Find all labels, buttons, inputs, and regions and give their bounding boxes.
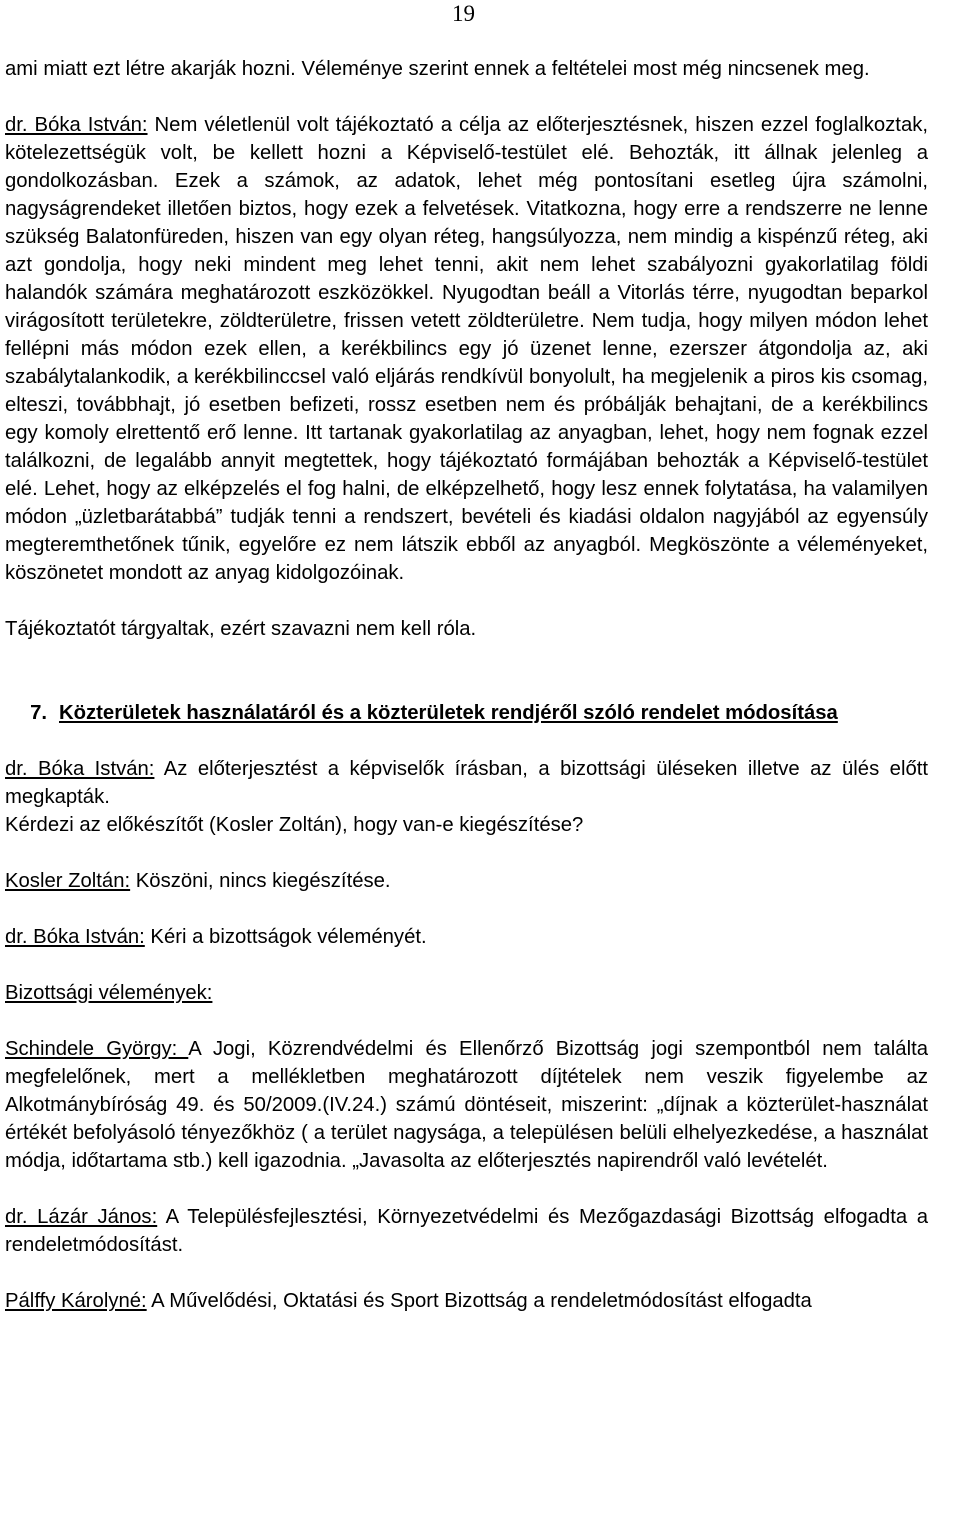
speaker-name: dr. Lázár János: <box>5 1206 158 1228</box>
speaker-name: dr. Bóka István: <box>5 114 148 136</box>
paragraph-boka-3 <box>5 923 928 951</box>
speech-text: Az előterjesztést a képviselők írásban, a bizottsági üléseken illetve az ülés előtt megkapták. <box>5 758 928 808</box>
speaker-name: dr. Bóka István: <box>5 926 145 948</box>
agenda-item-number: 7. <box>30 702 47 724</box>
speaker-name: dr. Bóka István: <box>5 758 155 780</box>
paragraph-kosler <box>5 867 928 895</box>
agenda-item-title: Közterületek használatáról és a közterületek rendjéről szóló rendelet módosítása <box>59 702 838 724</box>
page-number: 19 <box>452 1 475 26</box>
speaker-name: Kosler Zoltán: <box>5 870 131 892</box>
agenda-item-heading <box>5 699 957 727</box>
paragraph-palffy <box>5 1287 928 1315</box>
paragraph-lazar <box>5 1203 928 1259</box>
speech-text: A Jogi, Közrendvédelmi és Ellenőrző Bizottság jogi szempontból nem találta megfelelőnek, mert a mellékletben meghatározott díjtételek nem veszik figyelembe az Alkotmánybíróság 49. és 50/2009.(IV.24.) számú döntéseit, miszerint: „díjnak a közterület-használat értékét befolyásoló tényezőkhöz ( a terület nagysága, a településen belüli elhelyezkedése, a használat módja, időtartama stb.) kell igazodnia. „Javasolta az előterjesztés napirendről való levételét. <box>5 1038 928 1172</box>
speaker-name: Pálffy Károlyné: <box>5 1290 147 1312</box>
speech-text: A Művelődési, Oktatási és Sport Bizottság a rendeletmódosítást elfogadta <box>146 1290 812 1312</box>
speech-text: A Településfejlesztési, Környezetvédelmi és Mezőgazdasági Bizottság elfogadta a rendeletmódosítást. <box>5 1206 928 1256</box>
paragraph-boka-2-question: Kérdezi az előkészítőt (Kosler Zoltán), hogy van-e kiegészítése? <box>5 814 584 836</box>
paragraph-no-vote: Tájékoztatót tárgyaltak, ezért szavazni nem kell róla. <box>5 618 477 640</box>
committee-opinions-title <box>5 979 928 1007</box>
paragraph-boka-2 <box>5 755 928 811</box>
document-body <box>5 55 928 1315</box>
speech-text: Köszöni, nincs kiegészítése. <box>130 870 391 892</box>
speech-text: Kéri a bizottságok véleményét. <box>144 926 427 948</box>
section-label: Bizottsági vélemények: <box>5 982 213 1004</box>
paragraph-boka-1 <box>5 111 928 587</box>
paragraph-continuation: ami miatt ezt létre akarják hozni. Véleménye szerint ennek a feltételei most még nincsenek meg. <box>5 58 870 80</box>
speech-text: Nem véletlenül volt tájékoztató a célja az előterjesztésnek, hiszen ezzel foglalkoztak, kötelezettségük volt, be kellett hozni a Képviselő-testület elé. Behozták, itt állnak jelenleg a gondolkozásban. Ezek a számok, az adatok, lehet még pontosítani esetleg újra számolni, nagyságrendeket illetően biztos, hogy ezek a felvetések. Vitatkozna, hogy erre a rendszerre ne lenne szükség Balatonfüreden, hiszen van egy olyan réteg, hangsúlyozza, nem mindig a kispénzű réteg, aki azt gondolja, hogy neki mindent meg lehet tenni, akit nem lehet szabályozni gyakorlatilag földi halandók számára meghatározott eszközökkel. Nyugodtan beáll a Vitorlás térre, nyugodtan beparkol virágosított területekre, zöldterületre, frissen vetett zöldterületre. Nem tudja, hogy milyen módon lehet fellépni más módon ezek ellen, a kerékbilincs egy jó üzenet lenne, ezerszer átgondolja az, aki szabálytalankodik, a kerékbilinccsel való eljárás rendkívül bonyolult, ha megjelenik a piros kis csomag, elteszi, továbbhajt, jó esetben befizeti, rossz esetben nem és próbálják behajtani, de a kerékbilincs egy komoly elrettentő erő lenne. Itt tartanak gyakorlatilag az anyagban, lehet, hogy nem fognak ezzel találkozni, de legalább annyit megtettek, hogy tájékoztató formájában behozták a Képviselő-testület elé. Lehet, hogy az elképzelés el fog halni, de elképzelhető, hogy lesz ennek folytatása, ha valamilyen módon „üzletbarátabbá” tudják tenni a rendszert, bevételi és kiadási oldalon nagyjából az egyensúly megteremthetőnek tűnik, egyelőre ez nem látszik ebből az anyagból. Megköszönte a véleményeket, köszönetet mondott az anyag kidolgozóinak. <box>5 114 928 584</box>
speaker-name: Schindele György: <box>5 1038 189 1060</box>
paragraph-schindele <box>5 1035 928 1175</box>
